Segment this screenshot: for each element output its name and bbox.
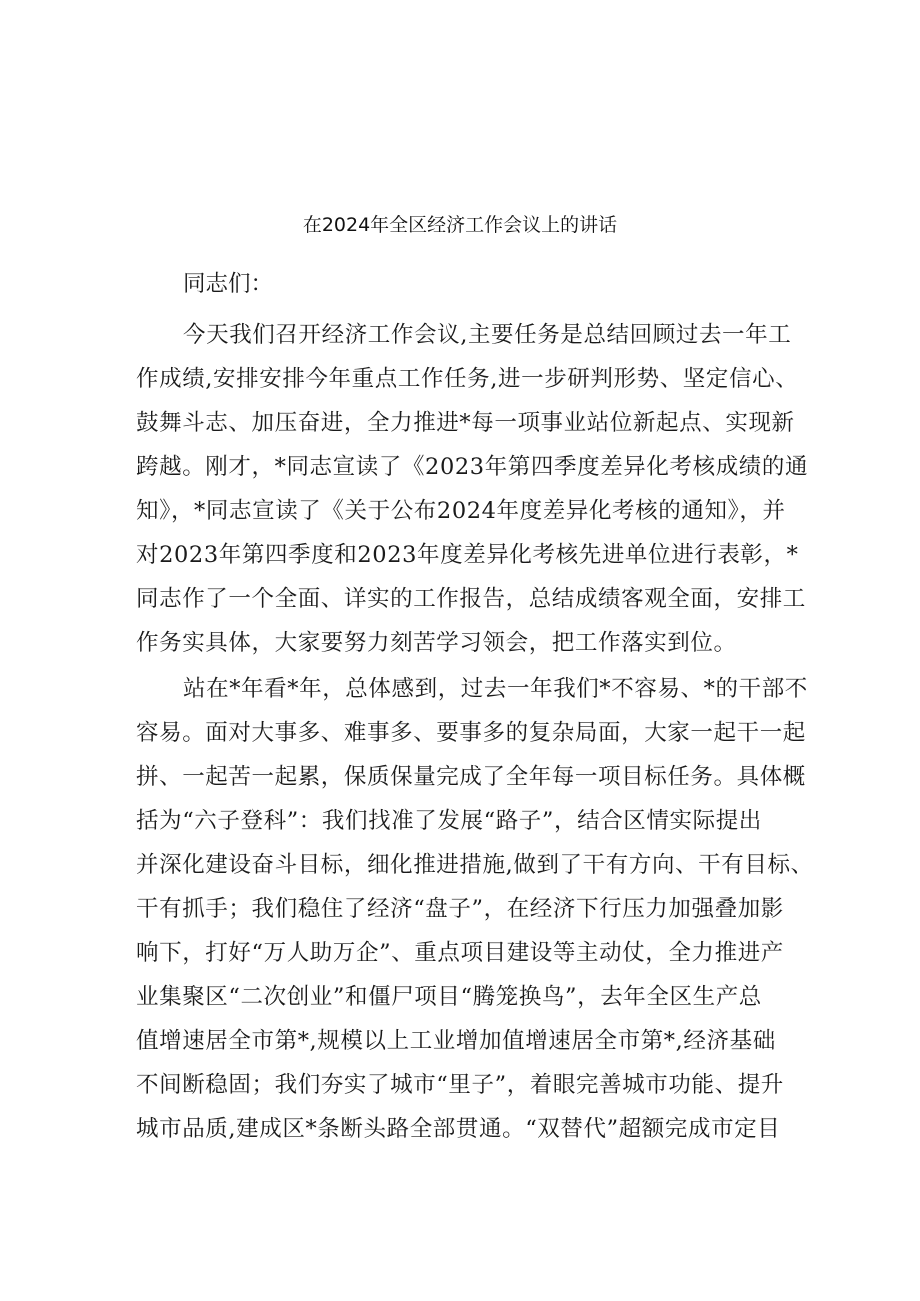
- paragraph-line: 拼、一起苦一起累，保质保量完成了全年每一项目标任务。具体概: [136, 764, 806, 790]
- paragraph-line: 作务实具体，大家要努力刻苦学习领会，把工作落实到位。: [136, 630, 737, 656]
- paragraph-line: 干有抓手；我们稳住了经济“盘子”，在经济下行压力加强叠加影: [136, 896, 784, 922]
- paragraph-line: 鼓舞斗志、加压奋进，全力推进*每一项事业站位新起点、实现新: [136, 410, 795, 436]
- paragraph-line: 并深化建设奋斗目标，细化推进措施,做到了干有方向、干有目标、: [136, 852, 814, 878]
- paragraph-line: 容易。面对大事多、难事多、要事多的复杂局面，大家一起干一起: [136, 720, 806, 746]
- paragraph-line: 作成绩,安排安排今年重点工作任务,进一步研判形势、坚定信心、: [136, 366, 799, 392]
- paragraph-line: 业集聚区“二次创业”和僵尸项目“腾笼换鸟”，去年全区生产总: [136, 984, 762, 1010]
- paragraph-line: 城市品质,建成区*条断头路全部贯通。“双替代”超额完成市定目: [136, 1116, 781, 1142]
- paragraph-line: 不间断稳固；我们夯实了城市“里子”，着眼完善城市功能、提升: [136, 1072, 784, 1098]
- salutation: 同志们：: [183, 271, 274, 297]
- paragraph-line: 值增速居全市第*,规模以上工业增加值增速居全市第*,经济基础: [136, 1028, 776, 1054]
- paragraph-line: 对2023年第四季度和2023年度差异化考核先进单位进行表彰，*: [136, 542, 799, 568]
- paragraph-line: 响下，打好“万人助万企”、重点项目建设等主动仗，全力推进产: [136, 940, 784, 966]
- paragraph-line: 站在*年看*年，总体感到，过去一年我们*不容易、*的干部不: [183, 676, 808, 702]
- paragraph-line: 同志作了一个全面、详实的工作报告，总结成绩客观全面，安排工: [136, 586, 806, 612]
- document-title: 在2024年全区经济工作会议上的讲话: [302, 214, 618, 236]
- paragraph-line: 知》，*同志宣读了《关于公布2024年度差异化考核的通知》，并: [136, 498, 786, 524]
- paragraph-line: 跨越。刚才，*同志宣读了《2023年第四季度差异化考核成绩的通: [136, 454, 809, 480]
- paragraph-line: 括为“六子登科”：我们找准了发展“路子”，结合区情实际提出: [136, 808, 762, 834]
- paragraph-line: 今天我们召开经济工作会议,主要任务是总结回顾过去一年工: [183, 322, 792, 348]
